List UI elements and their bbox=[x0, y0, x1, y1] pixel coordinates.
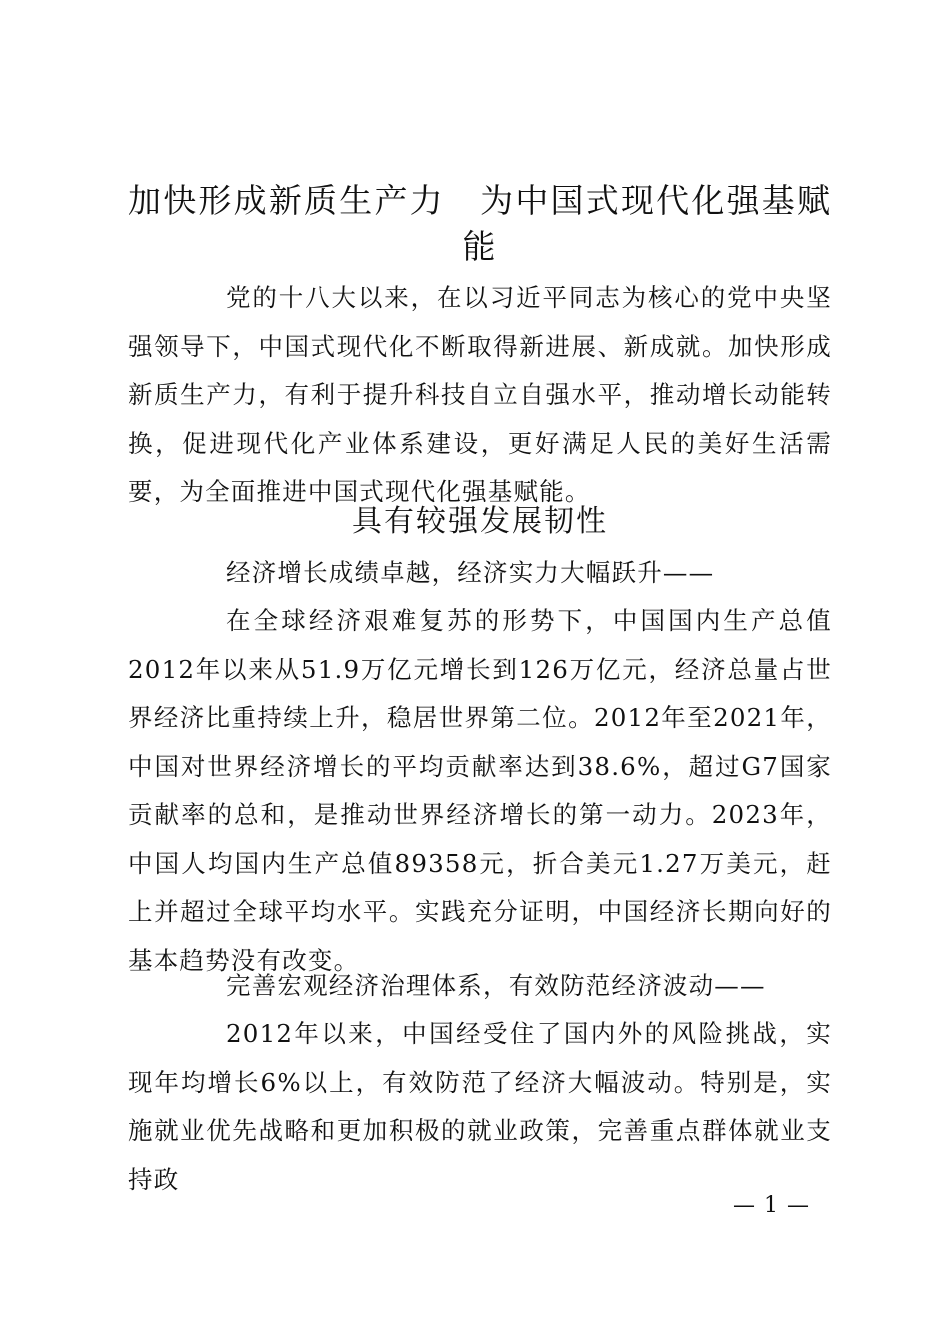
subheading-2: 完善宏观经济治理体系，有效防范经济波动—— bbox=[226, 971, 766, 1000]
page-number: — 1 — bbox=[733, 1193, 810, 1218]
paragraph-2: 2012年以来，中国经受住了国内外的风险挑战，实现年均增长6%以上，有效防范了经济大幅波动。特别是，实施就业优先战略和更加积极的就业政策，完善重点群体就业支持政 bbox=[128, 1019, 832, 1194]
paragraph-1: 在全球经济艰难复苏的形势下，中国国内生产总值2012年以来从51.9万亿元增长到126万亿元，经济总量占世界经济比重持续上升，稳居世界第二位。2012年至2021年，中国对世界经济增长的平均贡献率达到38.6%，超过G7国家贡献率的总和，是推动世界经济增长的第一动力。2023年，中国人均国内生产总值89358元，折合美元1.27万美元，赶上并超过全球平均水平。实践充分证明，中国经济长期向好的基本趋势没有改变。 bbox=[128, 606, 832, 975]
intro-paragraph: 党的十八大以来，在以习近平同志为核心的党中央坚强领导下，中国式现代化不断取得新进展、新成就。加快形成新质生产力，有利于提升科技自立自强水平，推动增长动能转换，促进现代化产业体系建设，更好满足人民的美好生活需要，为全面推进中国式现代化强基赋能。 bbox=[128, 283, 832, 506]
section-heading: 具有较强发展韧性 bbox=[352, 504, 608, 539]
subheading-1: 经济增长成绩卓越，经济实力大幅跃升—— bbox=[226, 558, 715, 587]
document-title: 加快形成新质生产力 为中国式现代化强基赋能 bbox=[128, 181, 832, 266]
